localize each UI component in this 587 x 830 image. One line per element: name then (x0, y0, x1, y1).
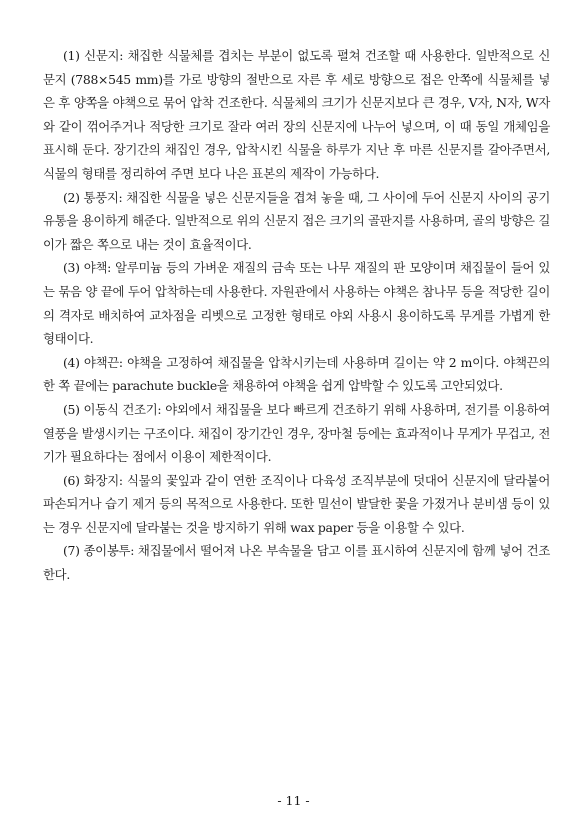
paragraph-tissue-paper: (6) 화장지: 식물의 꽃잎과 같이 연한 조직이나 다육성 조직부분에 덧대어 신문지에 달라붙어 파손되거나 습기 제거 등의 목적으로 사용한다. 또한 밀선이 발달한 꽃을 가졌거나 분비샘 등이 있는 경우 신문지에 달라붙는 것을 방지하기 위해 wax paper 등을 이용할 수 있다. (43, 472, 550, 535)
paragraph-ventilator: (2) 통풍지: 채집한 식물을 넣은 신문지들을 겹쳐 놓을 때, 그 사이에 두어 신문지 사이의 공기 유통을 용이하게 해준다. 일반적으로 위의 신문지 접은 크기의 골판지를 사용하며, 골의 방향은 길이가 짧은 쪽으로 내는 것이 효율적이다. (43, 189, 550, 252)
paragraph-plant-press: (3) 야책: 알루미늄 등의 가벼운 재질의 금속 또는 나무 재질의 판 모양이며 채집물이 들어 있는 묶음 양 끝에 두어 압착하는데 사용한다. 자원관에서 사용하는 야책은 참나무 등을 적당한 길이의 격자로 배치하여 교차점을 리벳으로 고정한 형태로 야외 사용시 용이하도록 무게를 가볍게 한 형태이다. (43, 260, 550, 347)
paragraph-paper-envelope: (7) 종이봉투: 채집물에서 떨어져 나온 부속물을 담고 이를 표시하여 신문지에 함께 넣어 건조한다. (43, 543, 550, 583)
paragraph-newspaper: (1) 신문지: 채집한 식물체를 겹치는 부분이 없도록 펼쳐 건조할 때 사용한다. 일반적으로 신문지 (788×545 mm)를 가로 방향의 절반으로 자른 후 세로 방향으로 접은 안쪽에 식물체를 넣은 후 양쪽을 야책으로 묶어 압착 건조한다. 식물체의 크기가 신문지보다 큰 경우, V자, N자, W자와 같이 꺾어주거나 적당한 크기로 잘라 여러 장의 신문지에 나누어 넣으며, 이 때 동일 개체임을 표시해 둔다. 장기간의 채집인 경우, 압착시킨 식물을 하루가 지난 후 마른 신문지를 갈아주면서, 식물의 형태를 정리하여 주면 보다 나은 표본의 제작이 가능하다. (43, 48, 550, 181)
page-number: - 11 - (277, 793, 310, 808)
page-body (43, 44, 550, 587)
paragraph-press-strap: (4) 야책끈: 야책을 고정하여 채집물을 압착시키는데 사용하며 길이는 약 2 m이다. 야책끈의 한 쪽 끝에는 parachute buckle을 채용하여 야책을 쉽게 압박할 수 있도록 고안되었다. (43, 354, 550, 394)
paragraph-portable-dryer: (5) 이동식 건조기: 야외에서 채집물을 보다 빠르게 건조하기 위해 사용하며, 전기를 이용하여 열풍을 발생시키는 구조이다. 채집이 장기간인 경우, 장마철 등에는 효과적이나 무게가 무겁고, 전기가 필요하다는 점에서 이용이 제한적이다. (43, 401, 550, 465)
